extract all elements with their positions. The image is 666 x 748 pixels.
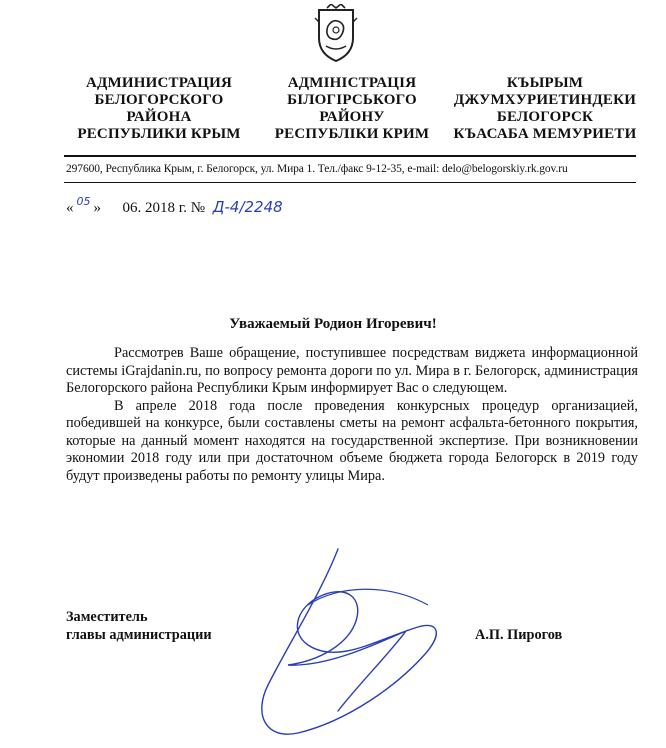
header-left-line: БЕЛОГОРСКОГО <box>94 92 224 108</box>
header-center-line: РАЙОНУ <box>319 109 385 125</box>
header-right-line: БЕЛОГОРСК <box>496 109 594 125</box>
header-center-block <box>257 75 447 143</box>
date-open-quote: « <box>66 200 74 216</box>
address-divider <box>64 182 636 183</box>
handwritten-signature <box>228 535 468 748</box>
header-left-block <box>64 75 254 143</box>
letter-body <box>66 345 638 485</box>
header-right-block <box>450 75 640 143</box>
header-left-line: РАЙОНА <box>126 109 192 125</box>
date-year: 2018 г. <box>145 200 187 216</box>
signatory-title-line1: Заместитель <box>66 609 148 625</box>
header-center-line: АДМІНІСТРАЦІЯ <box>287 75 417 91</box>
signatory-name: А.П. Пирогов <box>475 627 563 643</box>
date-month: 06. <box>122 200 142 216</box>
header-right-line: ДЖУМХУРИЕТИНДЕКИ <box>453 92 637 108</box>
date-close-quote: » <box>93 200 101 216</box>
header-left-line: РЕСПУБЛИКИ КРЫМ <box>77 126 241 142</box>
signatory-title <box>66 608 212 644</box>
number-sign: № <box>190 200 206 216</box>
date-number-line <box>66 195 283 217</box>
body-paragraph: В апреле 2018 года после проведения конкурсных процедур организацией, победившей на конкурсе, были составлены сметы на ремонт асфальта-бетонного покрытия, которые на данный момент находятся на государственной экспертизе. При возникновении экономии 2018 году или при достаточном объеме бюджета города Белогорск в 2019 году будут произведены работы по ремонту улицы Мира. <box>66 397 638 484</box>
header-divider <box>64 155 636 157</box>
body-paragraph: Рассмотрев Ваше обращение, поступившее посредствам виджета информационной системы iGrajdanin.ru, по вопросу ремонта дороги по ул. Мира в г. Белогорск, администрация Белогорского района Республики Крым информирует Вас о следующем. <box>66 345 638 396</box>
header-right-line: КЪЫРЫМ <box>506 75 584 91</box>
address-line: 297600, Республика Крым, г. Белогорск, ул. Мира 1. Тел./факс 9-12-35, e-mail: delo@belogorskiy.rk.gov.ru <box>66 163 568 175</box>
header-center-line: РЕСПУБЛІКИ КРИМ <box>274 126 430 142</box>
header-right-line: КЪАСАБА МЕМУРИЕТИ <box>453 126 637 142</box>
header-center-line: БІЛОГІРСЬКОГО <box>287 92 417 108</box>
coat-of-arms-emblem <box>313 4 359 64</box>
greeting: Уважаемый Родион Игоревич! <box>229 316 437 332</box>
document-number: Д-4/2248 <box>212 198 283 216</box>
signatory-title-line2: главы администрации <box>66 627 212 643</box>
header-left-line: АДМИНИСТРАЦИЯ <box>86 75 232 91</box>
date-day: 05 <box>76 195 91 208</box>
